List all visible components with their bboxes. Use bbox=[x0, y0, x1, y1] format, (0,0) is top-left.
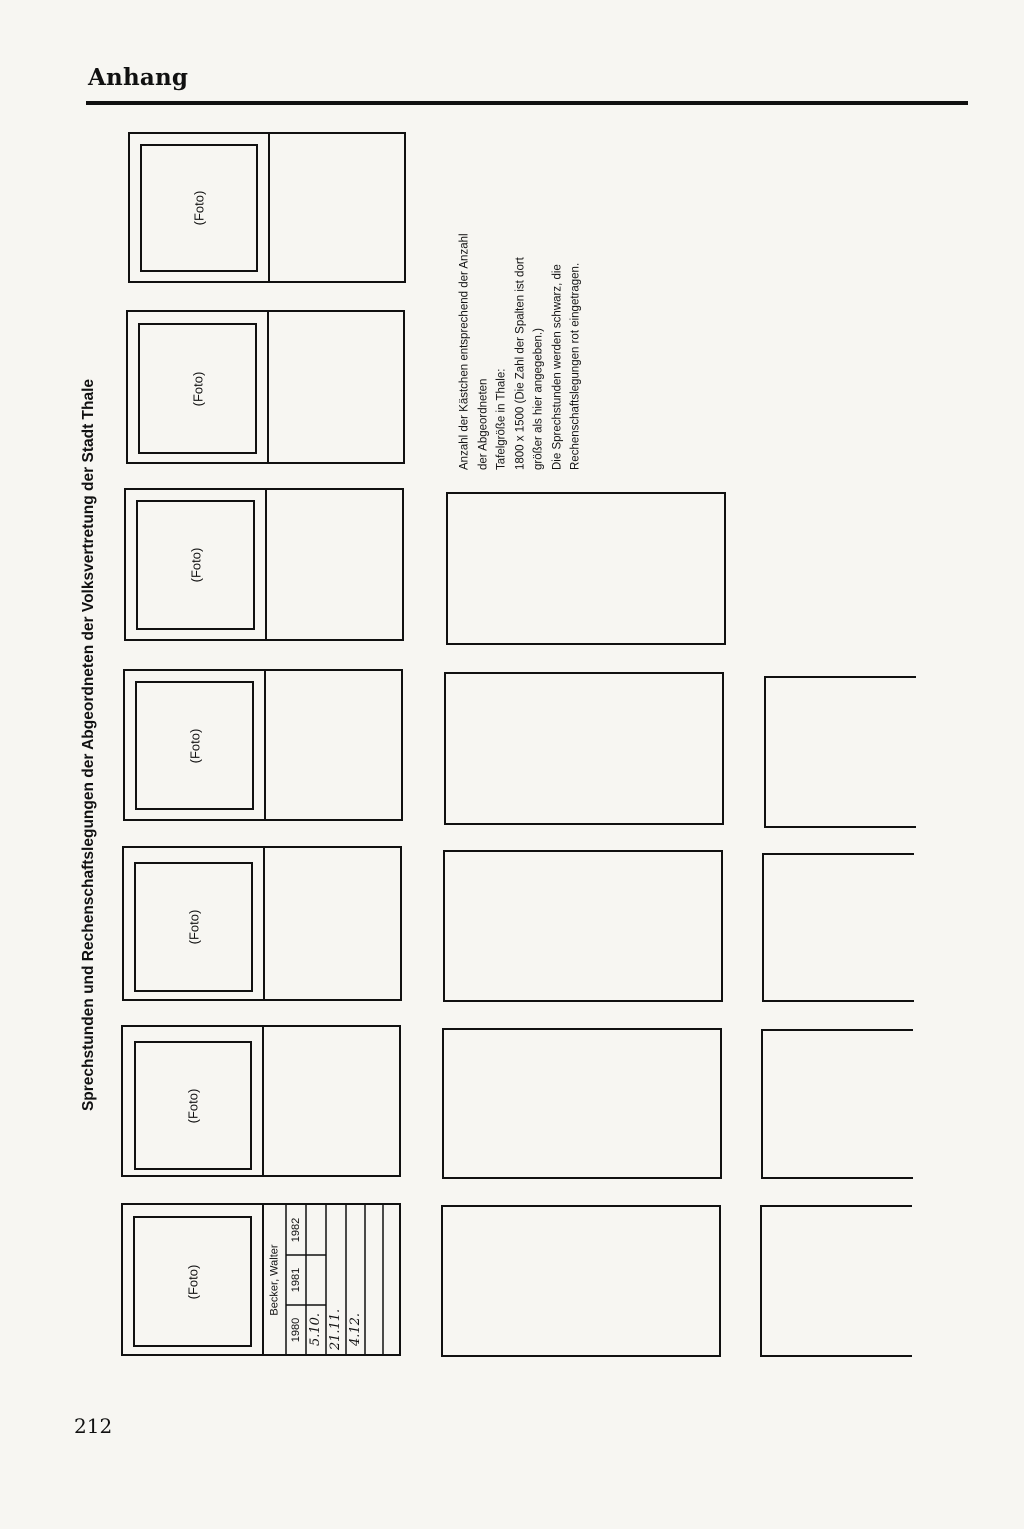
entry-cell bbox=[326, 1305, 346, 1354]
note-line: Rechenschaftslegungen rot eingetragen. bbox=[569, 262, 582, 470]
partial-card bbox=[761, 1029, 913, 1179]
note-line: Die Sprechstunden werden schwarz, die bbox=[550, 264, 563, 470]
year-cell bbox=[286, 1255, 306, 1305]
empty-card bbox=[443, 850, 723, 1002]
entry-cell bbox=[346, 1305, 365, 1354]
year-cell bbox=[286, 1205, 306, 1255]
deputy-card bbox=[124, 488, 404, 641]
figure-note-container bbox=[455, 140, 585, 470]
record-table bbox=[264, 1205, 401, 1354]
card-divider bbox=[265, 490, 267, 639]
partial-card bbox=[764, 676, 916, 828]
card-divider bbox=[268, 134, 270, 281]
photo-label: (Foto) bbox=[190, 371, 205, 406]
photo-frame bbox=[135, 681, 254, 810]
card-divider bbox=[262, 1027, 264, 1175]
record-grid bbox=[264, 1205, 401, 1354]
photo-label: (Foto) bbox=[185, 1088, 201, 1123]
empty-card bbox=[446, 492, 726, 645]
photo-frame bbox=[138, 323, 257, 454]
empty-card bbox=[442, 1028, 722, 1179]
deputy-card bbox=[126, 310, 405, 464]
entry-cell bbox=[306, 1305, 326, 1354]
year-label: 1981 bbox=[290, 1267, 303, 1293]
empty-card bbox=[441, 1205, 721, 1357]
note-line: Tafelgröße in Thale: bbox=[495, 368, 508, 470]
note-line: größer als hier angegeben.) bbox=[532, 328, 545, 470]
partial-card bbox=[762, 853, 914, 1002]
photo-label: (Foto) bbox=[186, 909, 201, 945]
figure-title: Sprechstunden und Rechenschaftslegungen der Abgeordneten der Volksvertretung der Stadt Thale bbox=[80, 378, 97, 1112]
note-line: Anzahl der Kästchen entsprechend der Anzahl bbox=[458, 233, 471, 470]
deputy-card bbox=[121, 1025, 401, 1177]
photo-label: (Foto) bbox=[187, 728, 202, 763]
photo-label: (Foto) bbox=[191, 190, 207, 226]
deputy-card bbox=[128, 132, 406, 283]
deputy-card-example bbox=[121, 1203, 401, 1356]
deputy-card bbox=[122, 846, 402, 1001]
empty-card bbox=[444, 672, 724, 825]
photo-frame bbox=[136, 500, 255, 630]
record-name-cell bbox=[264, 1205, 286, 1354]
card-divider bbox=[267, 312, 269, 462]
page-number: 212 bbox=[74, 1414, 113, 1438]
record-name: Becker, Walter bbox=[269, 1243, 281, 1316]
year-label: 1982 bbox=[290, 1217, 303, 1243]
photo-frame bbox=[140, 144, 258, 272]
note-line: 1800 x 1500 (Die Zahl der Spalten ist dort bbox=[513, 257, 526, 470]
entry-date: 5.10. bbox=[308, 1312, 324, 1347]
partial-card bbox=[760, 1205, 912, 1357]
entry-date: 21.11. bbox=[328, 1308, 344, 1351]
photo-label: (Foto) bbox=[188, 547, 203, 583]
card-divider bbox=[263, 848, 265, 999]
photo-frame bbox=[134, 1041, 252, 1170]
figure-note bbox=[455, 140, 585, 470]
deputy-card bbox=[123, 669, 403, 821]
page-header-title: Anhang bbox=[88, 64, 189, 91]
photo-label: (Foto) bbox=[185, 1264, 200, 1299]
figure-title-container bbox=[74, 360, 104, 1130]
card-divider bbox=[264, 671, 266, 819]
photo-frame bbox=[133, 1216, 252, 1347]
header-rule bbox=[86, 101, 968, 105]
photo-frame bbox=[134, 862, 253, 992]
note-line: der Abgeordneten bbox=[476, 378, 489, 470]
year-label: 1980 bbox=[290, 1317, 303, 1342]
entry-date: 4.12. bbox=[348, 1312, 364, 1347]
year-cell bbox=[286, 1305, 306, 1354]
